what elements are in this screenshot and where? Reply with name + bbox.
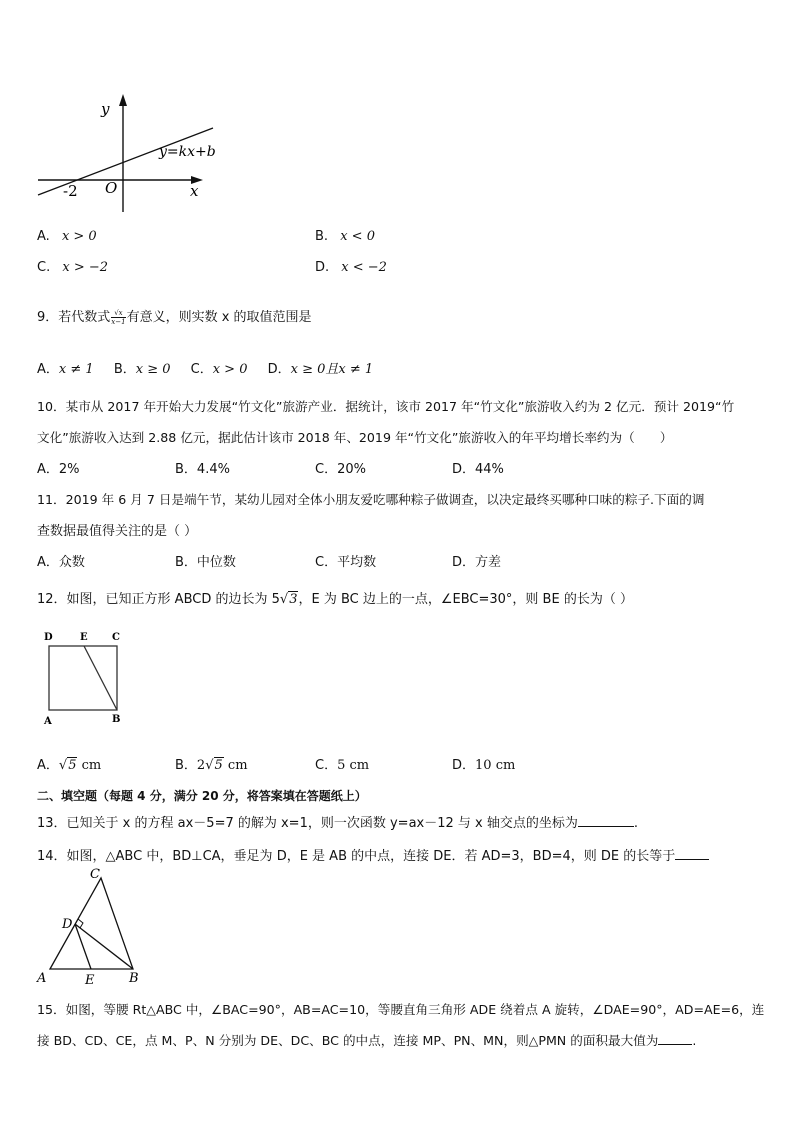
q12-option-a[interactable] [37,754,101,773]
q10-option-a[interactable] [37,458,80,477]
x-axis-label: x [190,182,199,200]
q11-option-c[interactable] [315,551,376,570]
q14-triangle-figure [34,862,149,987]
q9-options [37,358,373,377]
q12-stem [37,588,633,607]
q11-option-b[interactable] [175,551,236,570]
option-key: B． [175,555,197,570]
option-text: x < 0 [340,229,375,244]
q8-option-d[interactable] [315,260,387,275]
label-d: D [62,917,73,932]
option-sqrt: √5 [58,758,77,773]
line-label: y=kx+b [159,144,216,160]
q9-option-d[interactable] [268,362,374,377]
q8-option-b[interactable] [315,229,375,244]
option-text: 2% [58,462,80,477]
label-c: C [90,867,100,882]
q10-line2: 文化”旅游收入达到 2.88 亿元，据此估计该市 2018 年、2019 年“竹文化”旅游收入的年平均增长率约为（ ） [37,430,673,445]
q10-option-d[interactable] [452,458,504,477]
answer-blank[interactable] [658,1032,692,1045]
option-key: D． [452,758,476,773]
answer-blank[interactable] [675,847,709,860]
option-key: D. [315,260,330,275]
q10-option-c[interactable] [315,458,366,477]
option-key: C. [37,260,51,275]
option-key: A． [37,758,59,773]
option-key: C． [315,758,338,773]
option-sqrt: √5 [205,758,223,773]
option-key: A． [37,362,59,377]
q12-square-figure [40,628,135,726]
q13-stem [37,812,638,831]
option-key: D． [267,362,291,377]
label-b: B [112,714,121,725]
option-text: 4.4% [196,462,230,477]
q13-end: . [633,816,638,831]
option-unit: cm [81,758,102,773]
q9-suffix: 有意义，则实数 x 的取值范围是 [126,310,312,325]
option-key: C． [190,362,213,377]
answer-blank[interactable] [578,814,634,827]
square-abcd [49,646,117,710]
option-text: 中位数 [196,555,236,570]
label-d: D [44,632,53,643]
label-e: E [85,973,95,987]
q15-line1: 15．如图，等腰 Rt△ABC 中，∠BAC=90°，AB=AC=10，等腰直角三角形 ADE 绕着点 A 旋转，∠DAE=90°，AD=AE=6，连 [37,1002,765,1017]
label-b: B [129,971,139,986]
option-text: 方差 [475,555,502,570]
segment-be [84,646,117,710]
q12-sqrt: √3 [279,592,298,607]
q9-fraction [111,309,125,326]
fraction-numerator: √x [111,309,125,318]
q12-part1: 12．如图，已知正方形 ABCD 的边长为 5 [37,592,280,607]
option-text: 44% [475,462,504,477]
q8-option-c[interactable] [37,260,108,275]
q10-line1: 10．某市从 2017 年开始大力发展“竹文化”旅游产业．据统计，该市 2017 年“竹文化”旅游收入约为 2 亿元．预计 2019“竹 [37,399,735,414]
label-e: E [80,632,88,643]
option-text: 10 cm [475,758,516,773]
option-text: 众数 [58,555,85,570]
q12-option-c[interactable] [315,754,369,773]
q9-option-a[interactable] [37,362,94,377]
option-text: x > 0 [212,362,248,377]
option-text: x < −2 [341,260,387,275]
q10-option-b[interactable] [175,458,230,477]
q11-option-d[interactable] [452,551,501,570]
option-key: C． [315,555,338,570]
option-key: B． [175,462,197,477]
option-key: D． [452,555,476,570]
q15-text: 接 BD、CD、CE，点 M、P、N 分别为 DE、DC、BC 的中点，连接 MP、PN、MN，则△PMN 的面积最大值为 [37,1033,659,1048]
origin-label: O [105,179,118,197]
option-key: B． [175,758,197,773]
label-a: A [44,716,52,726]
q12-option-d[interactable] [452,754,515,773]
radicand: 5 [214,758,223,773]
q12-part2: ，E 为 BC 边上的一点，∠EBC=30°，则 BE 的长为（ ） [298,592,633,607]
label-c: C [112,632,120,643]
option-key: B. [315,229,329,244]
q11-line1: 11．2019 年 6 月 7 日是端午节，某幼儿园对全体小朋友爱吃哪种粽子做调查，以决定最终买哪种口味的粽子.下面的调 [37,492,705,507]
q8-option-a[interactable] [37,229,97,244]
q9-option-b[interactable] [114,362,171,377]
option-key: D． [452,462,476,477]
radicand: 3 [289,592,298,607]
option-text: 20% [337,462,366,477]
q9-prefix: 9．若代数式 [37,310,111,325]
option-coef: 2 [196,758,206,773]
segment-bd [75,924,133,969]
option-text: x > 0 [61,229,97,244]
q14-text: 14．如图，△ABC 中，BD⊥CA，垂足为 D，E 是 AB 的中点，连接 DE．若 AD=3，BD=4，则 DE 的长等于 [37,849,676,864]
option-key: A． [37,555,59,570]
q9-option-c[interactable] [191,362,248,377]
q12-option-b[interactable] [175,754,248,773]
option-text: 5 cm [337,758,370,773]
option-text: x > −2 [62,260,109,275]
q15-end: . [692,1033,697,1048]
q13-text: 13．已知关于 x 的方程 ax－5=7 的解为 x=1，则一次函数 y=ax－12 与 x 轴交点的坐标为 [37,816,578,831]
y-axis-arrow [119,94,127,106]
option-text: x ≥ 0 [135,362,171,377]
tick-label: -2 [63,182,78,200]
option-text: x ≠ 1 [58,362,94,377]
q11-option-a[interactable] [37,551,85,570]
fraction-denominator: x−1 [111,318,126,326]
option-key: A. [37,229,50,244]
option-key: B． [113,362,136,377]
q15-line2 [37,1030,696,1049]
option-unit: cm [227,758,248,773]
radicand: 5 [68,758,77,773]
option-text: x ≥ 0且x ≠ 1 [290,362,374,377]
q8-function-graph [35,90,235,220]
label-a: A [37,971,47,986]
q11-line2: 查数据最值得关注的是（ ） [37,524,198,539]
option-key: A． [37,462,59,477]
q9-stem [37,306,312,326]
section-title: 二、填空题（每题 4 分，满分 20 分，将答案填在答题纸上） [37,789,367,803]
option-text: 平均数 [337,555,377,570]
y-axis-label: y [101,100,110,118]
option-key: C． [315,462,338,477]
